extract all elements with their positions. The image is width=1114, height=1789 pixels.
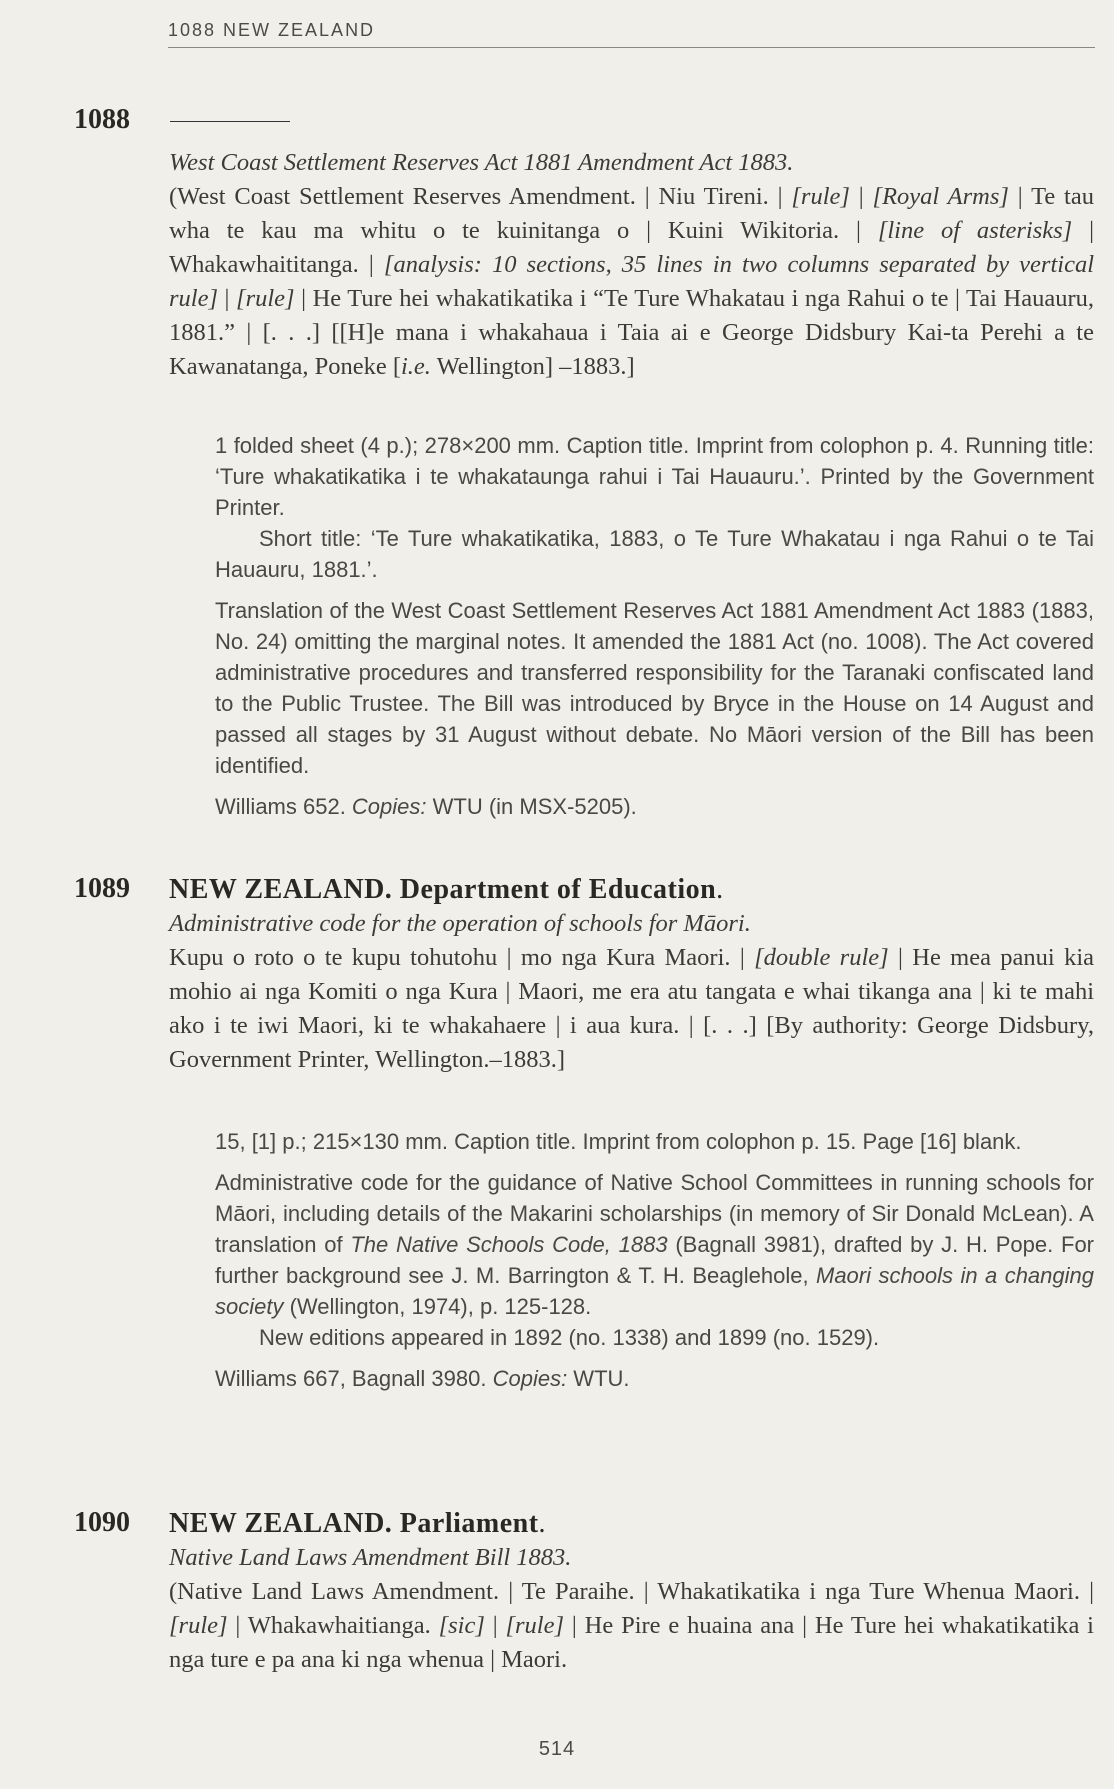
entry-title: Native Land Laws Amendment Bill 1883. [169, 1544, 572, 1571]
physical-description: 15, [1] p.; 215×130 mm. Caption title. Imprint from colophon p. 15. Page [16] blank. [215, 1129, 1022, 1154]
page-number: 514 [538, 1738, 576, 1760]
entry-title: Administrative code for the operation of schools for Māori. [169, 910, 751, 937]
references: Williams 667, Bagnall 3980. Copies: WTU. [215, 1366, 630, 1391]
text-segment: (Wellington, 1974), p. 125-128. [283, 1294, 592, 1319]
text-segment: | He Ture hei whakatikatika i “Te Ture Whakatau i nga Rahui o te | Tai Hauauru, 1881.” | [. . .] [[H]e mana i whakahaua i Taia ai e George Didsbury Kai-ta Perehi a te Kawanatanga, Poneke [ [169, 285, 1095, 380]
note: Translation of the West Coast Settlement Reserves Act 1881 Amendment Act 1883 (1883, No. 24) omitting the marginal notes. It amended the 1881 Act (no. 1008). The Act covered administrative procedures and transferred responsibility for the Taranaki confiscated land to the Public Trustee. The Bill was introduced by Bryce in the House on 14 August and passed all stages by 31 August without debate. No Māori version of the Bill has been identified. [215, 598, 1094, 778]
editorial-note: [sic] [438, 1612, 485, 1639]
text-segment: Kupu o roto o te kupu tohutohu | mo nga Kura Maori. | [169, 944, 755, 971]
text-segment: | He mea panui kia mohio ai nga Komiti o nga Kura | Maori, me era atu tangata e whai tikanga ana | ki te mahi ako i te iwi Maori, ki te whakahaere | i aua kura. | [. . .] [By authority: George Didsbury, Government Printer, Wellington.–1883.] [169, 944, 1095, 1073]
editorial-note: [rule] [505, 1612, 565, 1639]
entry-number: 1089 [74, 873, 130, 904]
text-segment: | Whakawhaititanga. | [169, 217, 1094, 278]
entry-title: West Coast Settlement Reserves Act 1881 Amendment Act 1883. [169, 149, 794, 176]
text-segment: | [849, 183, 873, 210]
entry-heading: NEW ZEALAND. Department of Education [169, 874, 717, 905]
entry-1088-notes [215, 430, 1094, 822]
entry-transcription [169, 1575, 1094, 1677]
entry-transcription [169, 180, 1094, 384]
editorial-note: [double rule] [754, 944, 889, 971]
text-segment: | [218, 285, 237, 312]
short-title: Short title: ‘Te Ture whakatikatika, 1883, o Te Ture Whakatau i nga Rahui o te Tai Hauauru, 1881.’. [215, 526, 1094, 582]
text-segment: | Whakawhaitianga. [227, 1612, 439, 1639]
editorial-note: [line of asterisks] [877, 217, 1073, 244]
text-segment: (West Coast Settlement Reserves Amendment. | Niu Tireni. | [169, 183, 792, 210]
editorial-note: [Royal Arms] [872, 183, 1009, 210]
editorial-note: Maori schools in a changing society [215, 1263, 1094, 1319]
text-segment: Administrative code for the guidance of Native School Committees in running schools for Māori, including details of the Makarini scholarships (in memory of Sir Donald McLean). A translation of [215, 1170, 1094, 1257]
text-segment: (Native Land Laws Amendment. | Te Paraihe. | Whakatikatika i nga Ture Whenua Maori. | [169, 1578, 1094, 1605]
running-head: 1088 NEW ZEALAND [168, 20, 1095, 48]
text-segment: (Bagnall 3981), drafted by J. H. Pope. For further background see J. M. Barrington & T. H. Beaglehole, [215, 1232, 1095, 1288]
entry-heading: NEW ZEALAND. Parliament [169, 1508, 539, 1539]
editorial-note: [analysis: 10 sections, 35 lines in two columns separated by vertical rule] [169, 251, 1094, 312]
text-segment: | Te tau wha te kau ma whitu o te kuinitanga o | Kuini Wikitoria. | [169, 183, 1094, 244]
text-segment: | [484, 1612, 506, 1639]
editorial-note: i.e. [400, 353, 431, 380]
editorial-note: [rule] [169, 1612, 228, 1639]
references: Williams 652. Copies: WTU (in MSX-5205). [215, 794, 637, 819]
entry-transcription [169, 941, 1094, 1077]
entry-number: 1088 [74, 104, 130, 135]
entry-number: 1090 [74, 1507, 130, 1538]
entry-1089-notes [215, 1126, 1094, 1394]
editions-note: New editions appeared in 1892 (no. 1338) and 1899 (no. 1529). [259, 1325, 880, 1350]
editorial-note: [rule] [791, 183, 850, 210]
editorial-note: The Native Schools Code, 1883 [350, 1232, 668, 1257]
note [215, 1167, 1094, 1322]
heading-dash [170, 121, 290, 122]
text-segment: Wellington] –1883.] [430, 353, 635, 380]
physical-description: 1 folded sheet (4 p.); 278×200 mm. Caption title. Imprint from colophon p. 4. Running title: ‘Ture whakatikatika i te whakataunga rahui i Tai Hauauru.’. Printed by the Government Printer. [215, 433, 1094, 520]
editorial-note: [rule] [236, 285, 295, 312]
text-segment: | He Pire e huaina ana | He Ture hei whakatikatika i nga ture e pa ana ki nga whenua | Maori. [169, 1612, 1094, 1673]
